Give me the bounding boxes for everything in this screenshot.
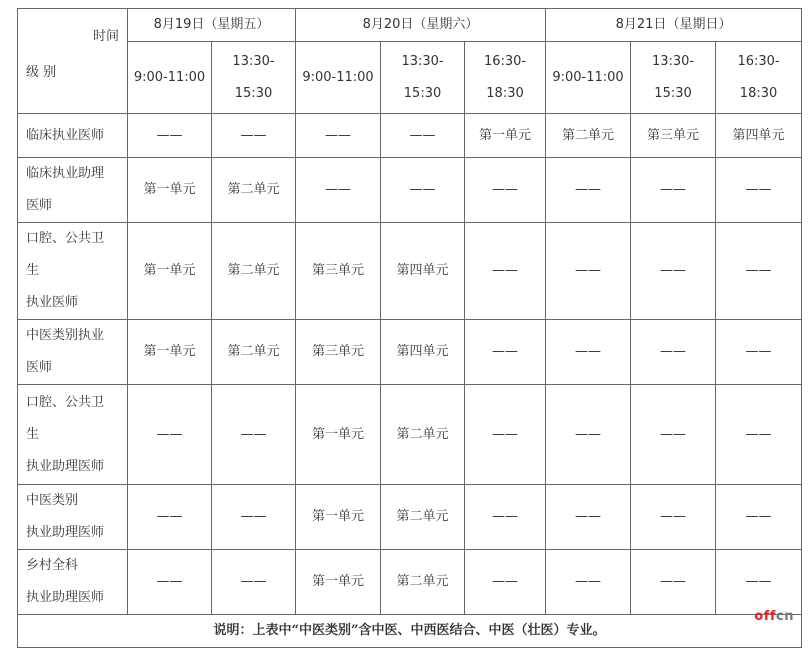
header-date-row [18, 9, 802, 42]
schedule-cell: 第二单元 [212, 320, 296, 385]
table-row [18, 223, 802, 320]
level-label-cell [18, 550, 128, 615]
time-slot-text: 13:30- [232, 53, 275, 69]
exam-schedule-table [17, 8, 802, 648]
corner-level-label: 级 别 [26, 65, 57, 80]
schedule-cell: —— [631, 223, 716, 320]
level-label-text: 执业助理医师 [26, 525, 105, 540]
schedule-cell: —— [716, 223, 802, 320]
level-label-cell [18, 385, 128, 485]
table-row [18, 114, 802, 158]
note-row [18, 615, 802, 648]
schedule-cell: 第二单元 [381, 485, 465, 550]
schedule-cell: 第一单元 [465, 114, 546, 158]
day-header-aug-19: 8月19日（星期五） [128, 9, 296, 42]
time-slot-text: 15:30 [403, 85, 442, 101]
level-label-cell [18, 320, 128, 385]
schedule-cell: —— [465, 158, 546, 223]
time-slot-text: 9:00-11:00 [302, 69, 374, 85]
schedule-cell: —— [546, 485, 631, 550]
level-label-text: 口腔、公共卫 [26, 394, 105, 410]
day-header-aug-20: 8月20日（星期六） [296, 9, 546, 42]
level-label-cell [18, 114, 128, 158]
schedule-cell: —— [128, 550, 212, 615]
day-header-aug-21: 8月21日（星期日） [546, 9, 802, 42]
schedule-cell: 第四单元 [381, 320, 465, 385]
level-label-text: 生 [26, 426, 40, 442]
time-slot-text: 18:30 [486, 85, 524, 101]
time-slot-header [631, 42, 716, 114]
schedule-cell: —— [381, 114, 465, 158]
table-row [18, 158, 802, 223]
schedule-cell: —— [631, 385, 716, 485]
schedule-cell: 第二单元 [381, 550, 465, 615]
level-label-text: 生 [26, 263, 40, 278]
schedule-cell: —— [716, 550, 802, 615]
schedule-cell: —— [631, 485, 716, 550]
schedule-cell: —— [381, 158, 465, 223]
note-text: 说明：上表中“中医类别”含中医、中西医结合、中医（壮医）专业。 [18, 615, 802, 648]
schedule-cell: —— [128, 485, 212, 550]
schedule-cell: —— [546, 158, 631, 223]
schedule-cell: 第四单元 [716, 114, 802, 158]
level-label-text: 执业助理医师 [26, 590, 105, 605]
header-time-slot-row [18, 42, 802, 114]
watermark-text-red: off [754, 609, 777, 624]
level-label-text: 执业医师 [26, 295, 79, 310]
schedule-cell: —— [631, 550, 716, 615]
schedule-cell: —— [212, 114, 296, 158]
time-slot-header [716, 42, 802, 114]
schedule-cell: 第四单元 [381, 223, 465, 320]
schedule-cell: —— [128, 114, 212, 158]
schedule-cell: 第一单元 [128, 320, 212, 385]
time-slot-text: 16:30- [737, 53, 780, 69]
schedule-cell: 第一单元 [296, 550, 381, 615]
schedule-cell: —— [716, 485, 802, 550]
schedule-cell: —— [546, 385, 631, 485]
schedule-cell: —— [546, 320, 631, 385]
schedule-cell: —— [716, 158, 802, 223]
time-slot-text: 13:30- [651, 53, 695, 69]
corner-header-cell [18, 9, 128, 114]
schedule-cell: 第一单元 [296, 485, 381, 550]
schedule-cell: —— [465, 320, 546, 385]
time-slot-text: 15:30 [654, 85, 692, 101]
level-label-text: 临床执业医师 [26, 127, 105, 143]
level-label-cell [18, 485, 128, 550]
level-label-text: 中医类别执业 [26, 328, 105, 343]
schedule-cell: 第一单元 [128, 223, 212, 320]
table-row [18, 320, 802, 385]
schedule-cell: 第二单元 [212, 223, 296, 320]
schedule-cell: —— [716, 320, 802, 385]
table-row [18, 550, 802, 615]
time-slot-text: 16:30- [483, 53, 527, 69]
schedule-cell: 第三单元 [296, 320, 381, 385]
level-label-text: 医师 [26, 198, 53, 213]
schedule-cell: —— [212, 485, 296, 550]
schedule-cell: —— [128, 385, 212, 485]
schedule-cell: —— [465, 550, 546, 615]
time-slot-text: 15:30 [234, 85, 273, 101]
time-slot-header [212, 42, 296, 114]
level-label-text: 乡村全科 [26, 558, 79, 573]
schedule-cell: 第三单元 [296, 223, 381, 320]
time-slot-text: 18:30 [739, 85, 778, 101]
schedule-cell: 第二单元 [381, 385, 465, 485]
schedule-cell: 第一单元 [296, 385, 381, 485]
schedule-cell: —— [465, 223, 546, 320]
corner-time-label: 时间 [92, 29, 119, 44]
time-slot-header [546, 42, 631, 114]
schedule-cell: 第二单元 [546, 114, 631, 158]
level-label-text: 临床执业助理 [26, 166, 105, 181]
level-label-cell [18, 158, 128, 223]
schedule-cell: —— [716, 385, 802, 485]
level-label-text: 执业助理医师 [26, 458, 105, 474]
time-slot-header [128, 42, 212, 114]
time-slot-header [465, 42, 546, 114]
schedule-cell: —— [546, 550, 631, 615]
level-label-text: 医师 [26, 360, 53, 375]
offcn-watermark [754, 609, 794, 624]
table-row [18, 385, 802, 485]
level-label-text: 中医类别 [26, 493, 79, 508]
level-label-cell [18, 223, 128, 320]
watermark-text-gray: cn [776, 609, 794, 624]
time-slot-text: 9:00-11:00 [133, 69, 206, 85]
schedule-cell: —— [465, 385, 546, 485]
schedule-cell: —— [631, 158, 716, 223]
time-slot-text: 13:30- [401, 53, 444, 69]
schedule-cell: —— [546, 223, 631, 320]
time-slot-header [381, 42, 465, 114]
time-slot-header [296, 42, 381, 114]
level-label-text: 口腔、公共卫 [26, 231, 105, 246]
schedule-cell: —— [212, 550, 296, 615]
schedule-cell: 第三单元 [631, 114, 716, 158]
table-row [18, 485, 802, 550]
time-slot-text: 9:00-11:00 [552, 69, 624, 85]
schedule-cell: —— [296, 114, 381, 158]
schedule-cell: 第一单元 [128, 158, 212, 223]
schedule-cell: —— [465, 485, 546, 550]
schedule-cell: —— [212, 385, 296, 485]
schedule-cell: 第二单元 [212, 158, 296, 223]
schedule-cell: —— [296, 158, 381, 223]
schedule-cell: —— [631, 320, 716, 385]
